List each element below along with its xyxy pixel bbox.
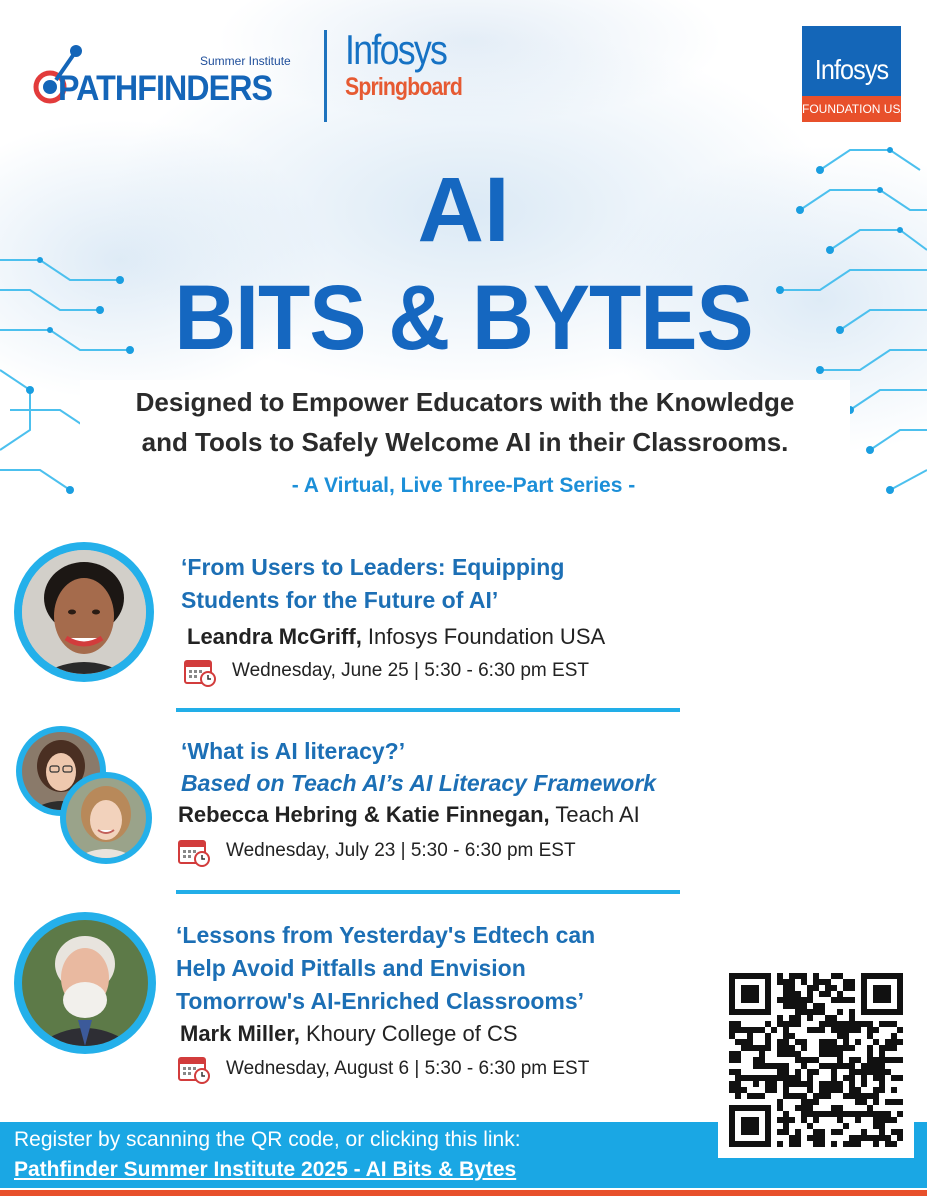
foundation-usa-text: FOUNDATION USA bbox=[802, 96, 901, 122]
subtitle-line1: Designed to Empower Educators with the Knowledge bbox=[135, 387, 795, 417]
calendar-icon bbox=[178, 1054, 210, 1084]
session1-speaker-name: Leandra McGriff, bbox=[187, 624, 362, 649]
session1-title-line2: Students for the Future of AI’ bbox=[181, 587, 499, 613]
page-title-line2: BITS & BYTES bbox=[174, 267, 753, 369]
session2-datetime: Wednesday, July 23 | 5:30 - 6:30 pm EST bbox=[226, 840, 576, 861]
springboard-infosys-text: Infosys bbox=[345, 26, 447, 73]
pathfinders-wordmark: PATHFINDERS bbox=[58, 69, 273, 108]
foundation-infosys-text: Infosys bbox=[814, 54, 889, 85]
session3-title-line2: Help Avoid Pitfalls and Envision bbox=[176, 955, 526, 981]
session1-datetime: Wednesday, June 25 | 5:30 - 6:30 pm EST bbox=[232, 660, 589, 681]
session2-title-line1: ‘What is AI literacy?’ bbox=[181, 738, 406, 764]
session-divider bbox=[176, 890, 680, 894]
logo-divider bbox=[324, 30, 327, 122]
session3-speaker bbox=[180, 1021, 518, 1047]
session3-speaker-org: Khoury College of CS bbox=[299, 1021, 518, 1046]
session2-speaker-name: Rebecca Hebring & Katie Finnegan, bbox=[178, 802, 550, 827]
speaker-photo-mark bbox=[14, 912, 156, 1054]
session3-speaker-name: Mark Miller, bbox=[180, 1021, 300, 1046]
calendar-icon bbox=[178, 837, 210, 867]
session-divider bbox=[176, 708, 680, 712]
session3-title-line3: Tomorrow's AI-Enriched Classrooms’ bbox=[176, 988, 585, 1014]
register-link[interactable]: Pathfinder Summer Institute 2025 - AI Bits & Bytes bbox=[14, 1158, 517, 1181]
subtitle bbox=[80, 380, 850, 464]
calendar-icon bbox=[184, 657, 216, 687]
session3-title-line1: ‘Lessons from Yesterday's Edtech can bbox=[176, 922, 596, 948]
session2-speaker bbox=[178, 802, 640, 828]
pathfinders-tagline: Summer Institute bbox=[200, 54, 291, 68]
page-title-line1: AI bbox=[417, 159, 510, 261]
infosys-foundation-logo bbox=[802, 26, 909, 122]
series-label: - A Virtual, Live Three-Part Series - bbox=[291, 474, 636, 497]
session1-speaker bbox=[187, 624, 605, 650]
session1-speaker-org: Infosys Foundation USA bbox=[361, 624, 606, 649]
qr-code-image bbox=[718, 962, 914, 1158]
session3-datetime: Wednesday, August 6 | 5:30 - 6:30 pm EST bbox=[226, 1058, 590, 1079]
infosys-springboard-logo bbox=[345, 26, 485, 110]
footer-stripe bbox=[0, 1190, 927, 1196]
springboard-text: Springboard bbox=[345, 73, 462, 101]
register-instructions: Register by scanning the QR code, or clicking this link: bbox=[14, 1128, 521, 1151]
session1-title-line1: ‘From Users to Leaders: Equipping bbox=[181, 554, 565, 580]
speaker-photo-leandra bbox=[14, 542, 154, 682]
subtitle-line2: and Tools to Safely Welcome AI in their Classrooms. bbox=[141, 427, 789, 457]
speaker-photo-katie bbox=[60, 772, 152, 864]
session2-title-line2: Based on Teach AI’s AI Literacy Framework bbox=[181, 770, 657, 796]
qr-code[interactable] bbox=[718, 962, 914, 1158]
session2-speaker-org: Teach AI bbox=[549, 802, 640, 827]
pathfinders-logo bbox=[30, 40, 300, 110]
